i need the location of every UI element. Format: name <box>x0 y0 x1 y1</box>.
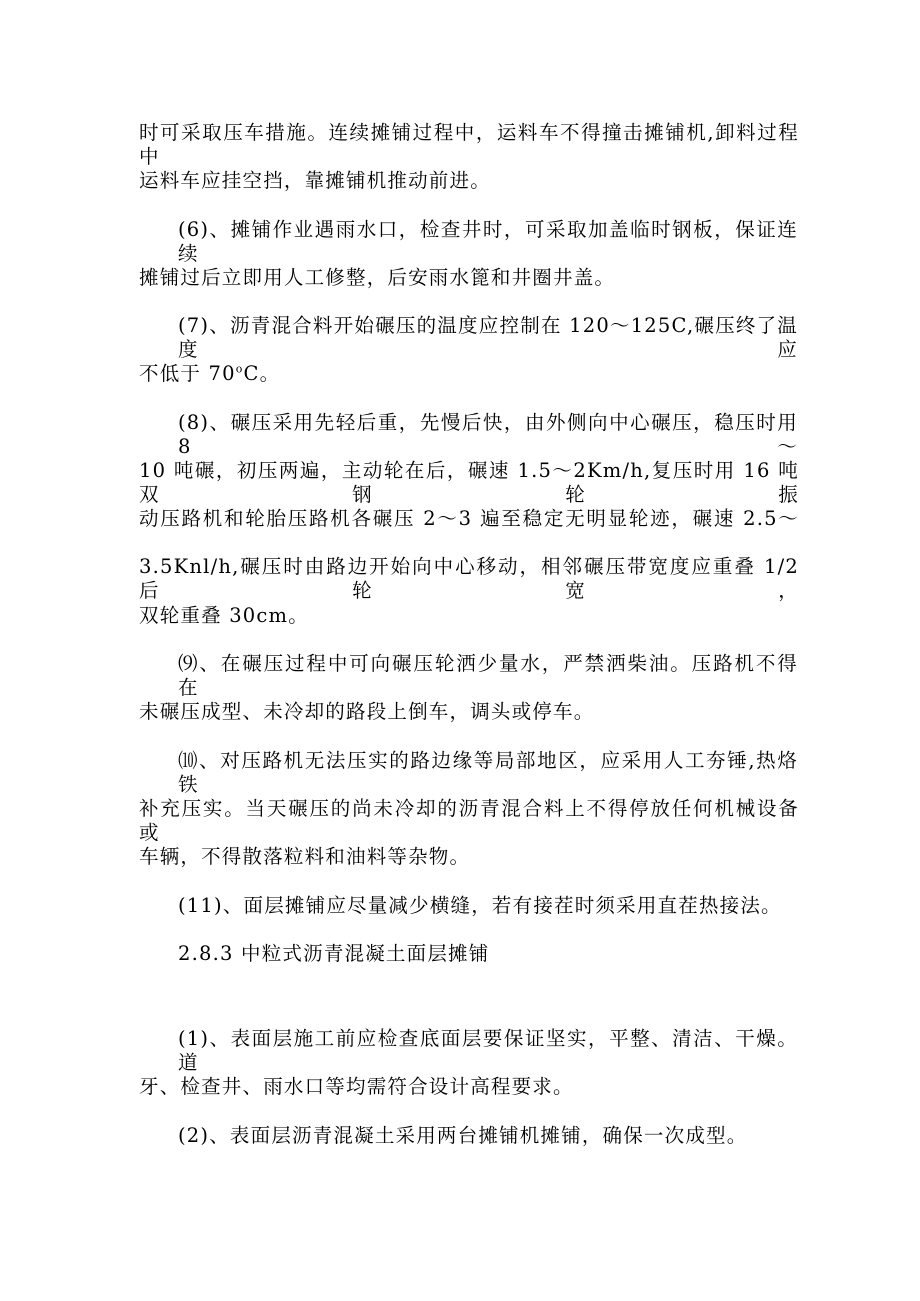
para-7-line-1: (7)、沥青混合料开始碾压的温度应控制在 120～125C,碾压终了温度应 <box>178 314 798 361</box>
para-7-text: 不低于 70 <box>139 362 236 385</box>
para-8-line-2: 10 吨碾，初压两遍，主动轮在后，碾速 1.5～2Km/h,复压时用 16 吨双钢轮振 <box>139 459 799 506</box>
para-10-line-2: 补充压实。当天碾压的尚未冷却的沥青混合料上不得停放任何机械设备或 <box>139 797 799 844</box>
para-7-unit: C。 <box>243 362 281 385</box>
para-b1-line-1: (1)、表面层施工前应检查底面层要保证坚实，平整、清洁、干燥。道 <box>178 1027 798 1074</box>
para-10-line-1: ⑽、对压路机无法压实的路边缘等局部地区，应采用人工夯锤,热烙铁 <box>178 749 798 796</box>
para-9-line-1: ⑼、在碾压过程中可向碾压轮洒少量水，严禁洒柴油。压路机不得在 <box>178 652 798 699</box>
para-9-line-2: 未碾压成型、未冷却的路段上倒车，调头或停车。 <box>139 700 595 723</box>
para-10-line-3: 车辆，不得散落粒料和油料等杂物。 <box>139 845 471 868</box>
para-8-line-1: (8)、碾压采用先轻后重，先慢后快，由外侧向中心碾压，稳压时用 8～ <box>178 411 798 458</box>
para-b1-line-2: 牙、检查井、雨水口等均需符合设计高程要求。 <box>139 1075 574 1098</box>
para-11-line-1: (11)、面层摊铺应尽量减少横缝，若有接茬时须采用直茬热接法。 <box>178 894 782 917</box>
degree-superscript: o <box>235 362 244 376</box>
text-line-2: 运料车应挂空挡，靠摊铺机推动前进。 <box>139 169 491 192</box>
para-8-line-5: 双轮重叠 30cm。 <box>139 604 309 627</box>
text-line-1: 时可采取压车措施。连续摊铺过程中，运料车不得撞击摊铺机,卸料过程中 <box>139 121 799 168</box>
para-7-line-2 <box>139 362 799 386</box>
para-b2-line-1: (2)、表面层沥青混凝土采用两台摊铺机摊铺，确保一次成型。 <box>178 1124 748 1147</box>
section-heading-2-8-3: 2.8.3 中粒式沥青混凝土面层摊铺 <box>178 942 490 965</box>
para-8-line-4: 3.5Knl/h,碾压时由路边开始向中心移动，相邻碾压带宽度应重叠 1/2 后轮宽， <box>139 555 799 602</box>
para-8-line-3: 动压路机和轮胎压路机各碾压 2～3 遍至稳定无明显轮迹，碾速 2.5～ <box>139 507 799 530</box>
para-6-line-2: 摊铺过后立即用人工修整，后安雨水篦和井圈井盖。 <box>139 266 616 289</box>
para-6-line-1: (6)、摊铺作业遇雨水口，检查井时，可采取加盖临时钢板，保证连续 <box>178 218 798 265</box>
